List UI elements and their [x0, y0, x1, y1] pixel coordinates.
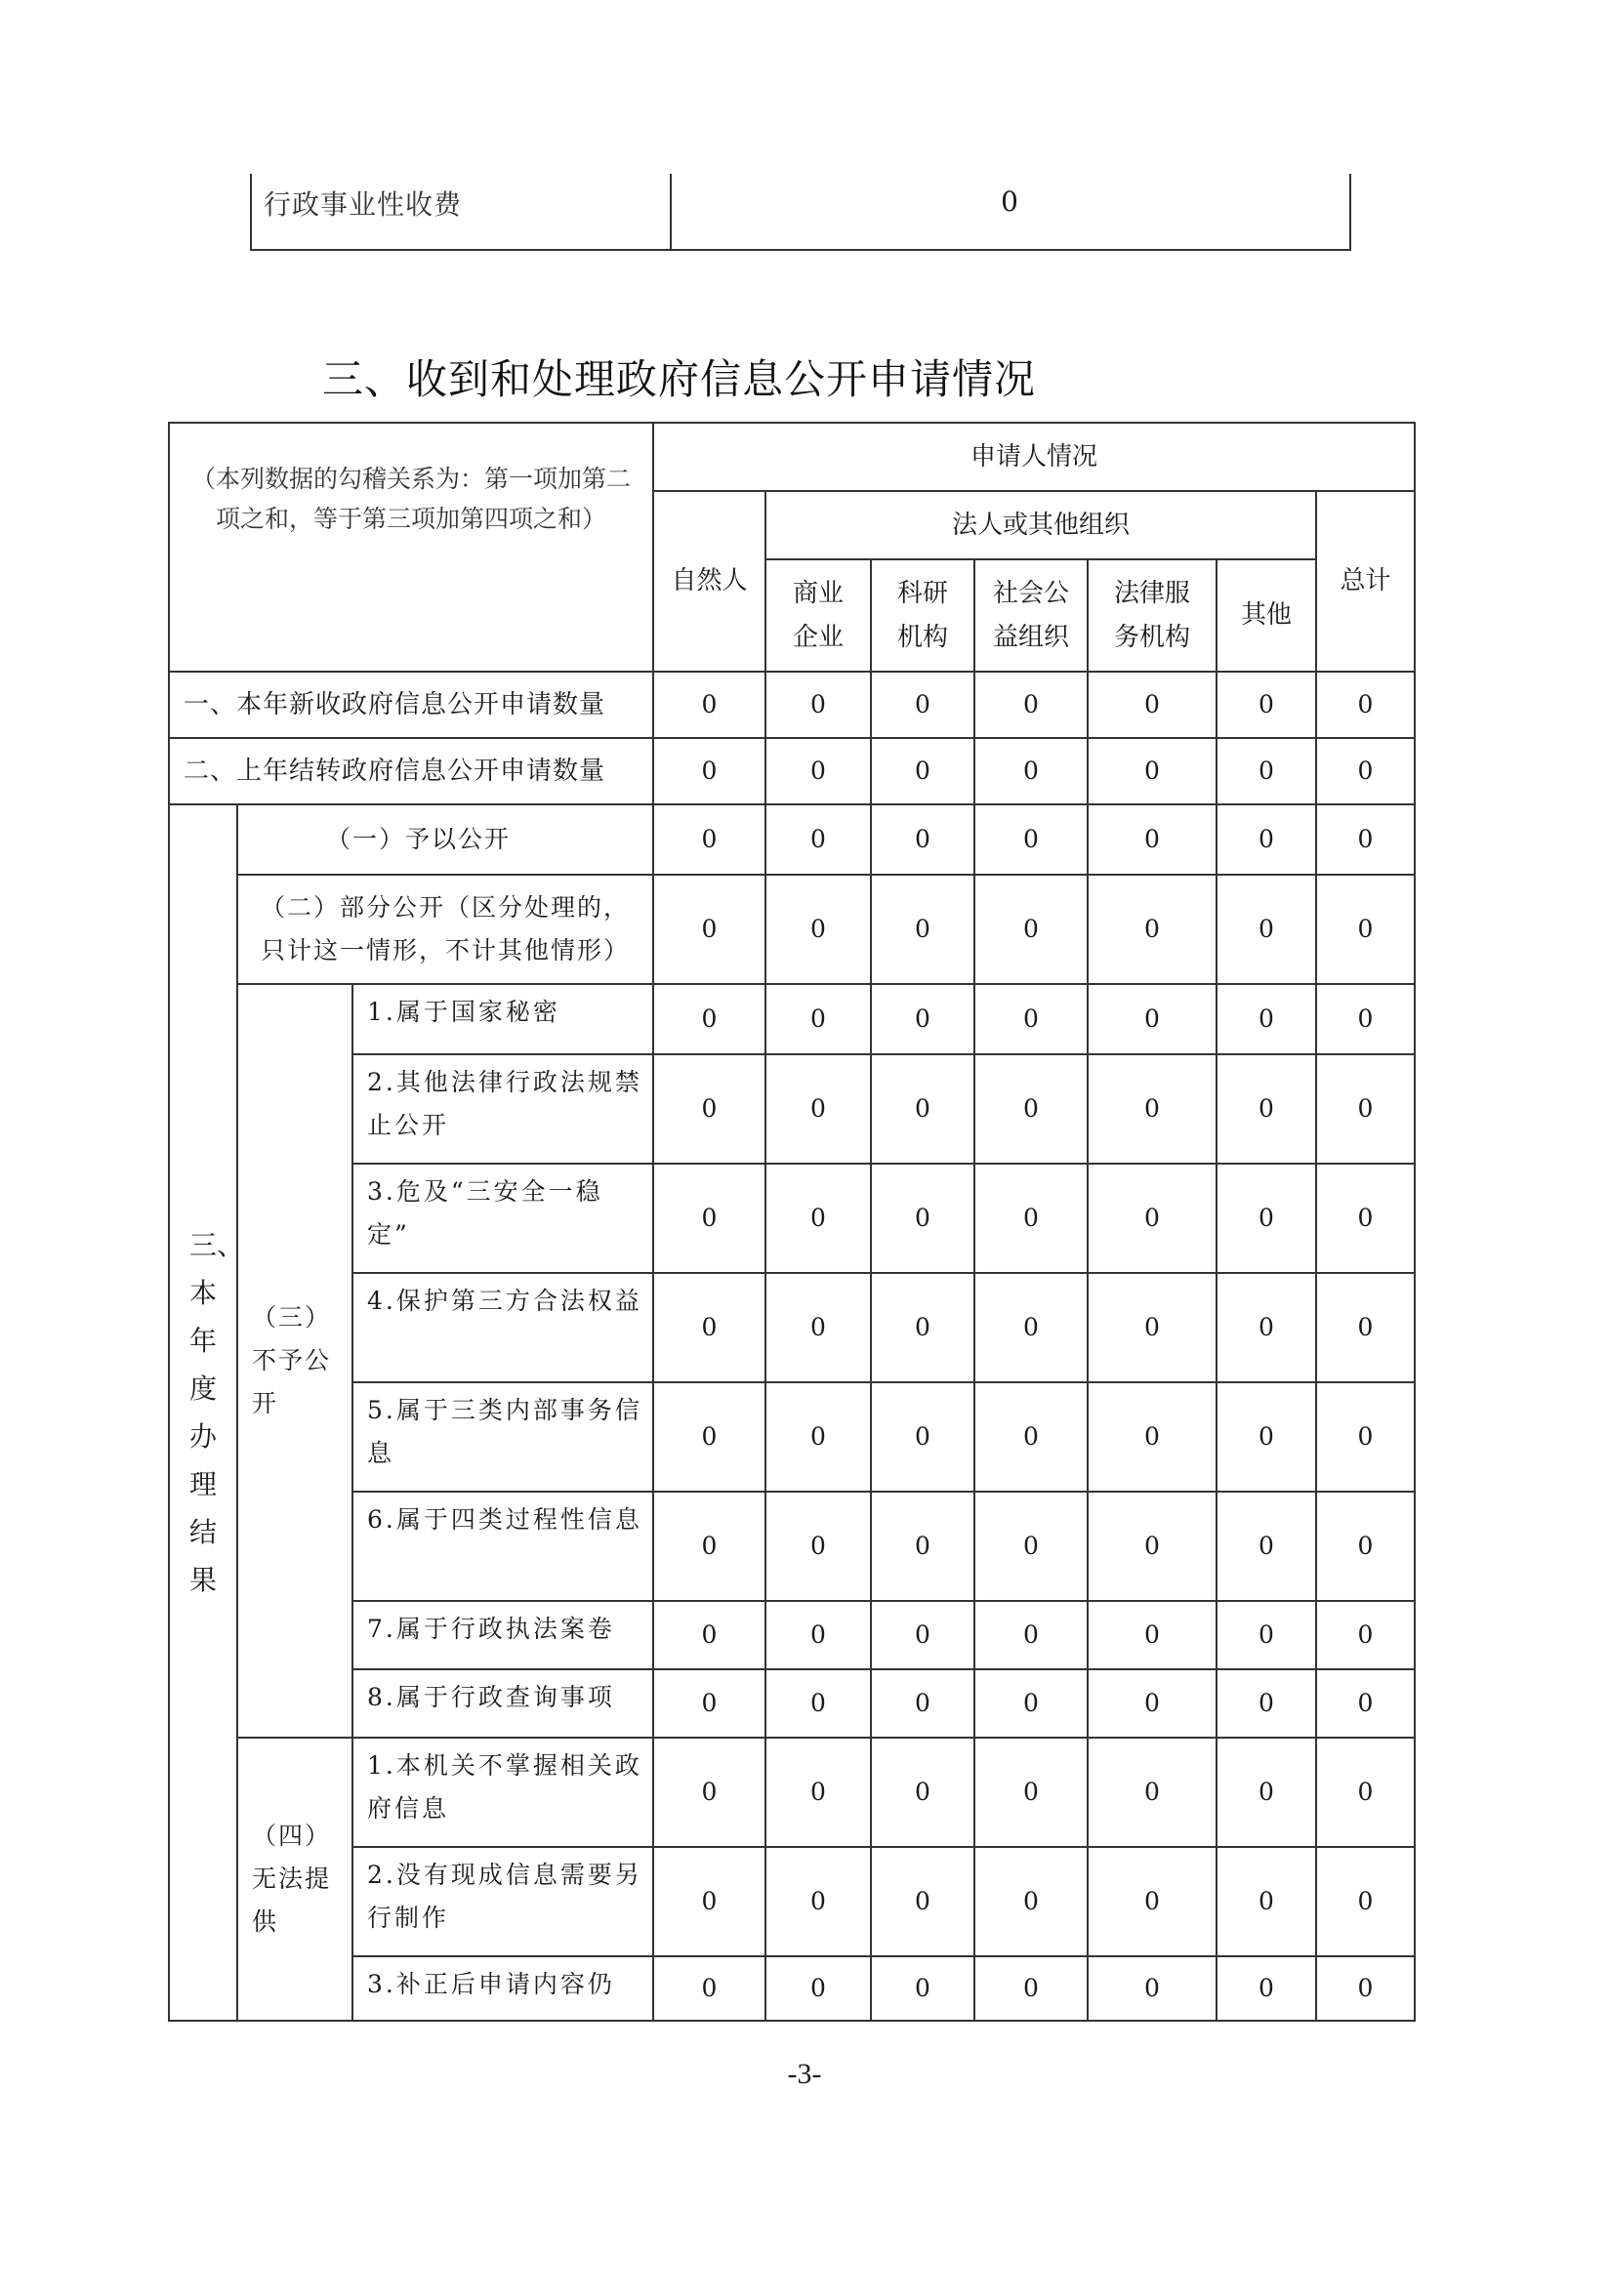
cell-value: 0 [974, 672, 1088, 738]
table-row [169, 875, 1415, 984]
cell-value: 0 [871, 1738, 974, 1847]
table-row [169, 1164, 1415, 1273]
cell-value: 0 [653, 1273, 765, 1382]
table-row [169, 738, 1415, 804]
col-legal-service: 法律服务机构 [1088, 559, 1217, 672]
cell-value: 0 [1316, 1601, 1415, 1669]
cell-value: 0 [1217, 1956, 1316, 2021]
section3-label [169, 804, 245, 2021]
cell-value: 0 [1217, 672, 1316, 738]
cell-value: 0 [1088, 1847, 1217, 1956]
cell-value: 0 [765, 1601, 871, 1669]
cell-value: 0 [974, 1164, 1088, 1273]
cell-value: 0 [871, 1956, 974, 2021]
cell-value: 0 [871, 1382, 974, 1492]
fee-table [250, 174, 1351, 251]
cell-value: 0 [765, 1273, 871, 1382]
cell-value: 0 [1217, 738, 1316, 804]
cell-value: 0 [1217, 1601, 1316, 1669]
cell-value: 0 [1316, 875, 1415, 984]
cell-value: 0 [1217, 984, 1316, 1054]
cell-value: 0 [1088, 1738, 1217, 1847]
row-label: （一）予以公开 [237, 804, 653, 875]
cell-value: 0 [1088, 804, 1217, 875]
total-header: 总计 [1316, 491, 1415, 672]
cell-value: 0 [765, 672, 871, 738]
cell-value: 0 [1217, 1492, 1316, 1601]
cell-value: 0 [653, 1601, 765, 1669]
table-row [169, 1669, 1415, 1738]
cell-value: 0 [974, 875, 1088, 984]
row-label: 一、本年新收政府信息公开申请数量 [169, 672, 653, 738]
page-number: -3- [787, 2058, 822, 2090]
cell-value: 0 [974, 738, 1088, 804]
cell-value: 0 [1088, 1164, 1217, 1273]
table-row [169, 1054, 1415, 1164]
table-row [169, 1601, 1415, 1669]
cell-value: 0 [1217, 804, 1316, 875]
cell-value: 0 [871, 1847, 974, 1956]
table-row [169, 1273, 1415, 1382]
cell-value: 0 [765, 1164, 871, 1273]
cell-value: 0 [653, 1054, 765, 1164]
cell-value: 0 [1088, 1382, 1217, 1492]
cell-value: 0 [974, 1601, 1088, 1669]
cell-value: 0 [1316, 1492, 1415, 1601]
fee-value: 0 [1001, 185, 1018, 218]
cell-value: 0 [653, 1492, 765, 1601]
cell-value: 0 [1088, 1492, 1217, 1601]
cell-value: 0 [1088, 1273, 1217, 1382]
cell-value: 0 [653, 804, 765, 875]
cell-value: 0 [974, 1273, 1088, 1382]
group4-label: （四）无法提供 [237, 1738, 352, 2021]
cell-value: 0 [1088, 1601, 1217, 1669]
cell-value: 0 [765, 1738, 871, 1847]
cell-value: 0 [1217, 1164, 1316, 1273]
cell-value: 0 [871, 984, 974, 1054]
cell-value: 0 [871, 804, 974, 875]
cell-value: 0 [1316, 1273, 1415, 1382]
natural-person-header: 自然人 [653, 491, 765, 672]
cell-value: 0 [871, 1273, 974, 1382]
note-cell: （本列数据的勾稽关系为：第一项加第二项之和，等于第三项加第四项之和） [169, 423, 653, 672]
cell-value: 0 [1217, 1382, 1316, 1492]
cell-value: 0 [1316, 1054, 1415, 1164]
cell-value: 0 [1217, 1738, 1316, 1847]
cell-value: 0 [653, 738, 765, 804]
col-other: 其他 [1217, 559, 1316, 672]
cell-value: 0 [1217, 1273, 1316, 1382]
fee-label: 行政事业性收费 [264, 188, 463, 221]
cell-value: 0 [1316, 1847, 1415, 1956]
row-label: 6.属于四类过程性信息 [352, 1492, 653, 1601]
legal-entity-header: 法人或其他组织 [765, 491, 1316, 559]
col-research: 科研机构 [871, 559, 974, 672]
cell-value: 0 [1316, 804, 1415, 875]
table-border [1349, 174, 1351, 249]
table-row [169, 984, 1415, 1054]
cell-value: 0 [1316, 672, 1415, 738]
cell-value: 0 [1316, 1738, 1415, 1847]
cell-value: 0 [765, 804, 871, 875]
cell-value: 0 [974, 1847, 1088, 1956]
cell-value: 0 [1316, 1164, 1415, 1273]
table-row [169, 672, 1415, 738]
table-row [169, 1738, 1415, 1847]
row-label: 4.保护第三方合法权益 [352, 1273, 653, 1382]
cell-value: 0 [1088, 984, 1217, 1054]
cell-value: 0 [765, 1382, 871, 1492]
cell-value: 0 [871, 1164, 974, 1273]
cell-value: 0 [1316, 738, 1415, 804]
row-label: 1.本机关不掌握相关政府信息 [352, 1738, 653, 1847]
row-label: 3.补正后申请内容仍 [352, 1956, 653, 2021]
section3-text: 三、本年度办理结果 [189, 1229, 245, 1596]
row-label: 5.属于三类内部事务信息 [352, 1382, 653, 1492]
row-label: 8.属于行政查询事项 [352, 1669, 653, 1738]
row-label: 2.其他法律行政法规禁止公开 [352, 1054, 653, 1164]
cell-value: 0 [871, 672, 974, 738]
applications-table [168, 422, 1416, 2022]
cell-value: 0 [974, 984, 1088, 1054]
cell-value: 0 [1088, 738, 1217, 804]
col-public-welfare: 社会公益组织 [974, 559, 1088, 672]
cell-value: 0 [1088, 672, 1217, 738]
applicant-header: 申请人情况 [653, 423, 1415, 491]
cell-value: 0 [765, 1054, 871, 1164]
cell-value: 0 [974, 1382, 1088, 1492]
cell-value: 0 [871, 738, 974, 804]
cell-value: 0 [974, 1054, 1088, 1164]
cell-value: 0 [1316, 1382, 1415, 1492]
cell-value: 0 [653, 1738, 765, 1847]
cell-value: 0 [974, 1492, 1088, 1601]
cell-value: 0 [765, 1847, 871, 1956]
cell-value: 0 [974, 1956, 1088, 2021]
row-label: 3.危及“三安全一稳定” [352, 1164, 653, 1273]
cell-value: 0 [871, 1669, 974, 1738]
row-label: 1.属于国家秘密 [352, 984, 653, 1054]
cell-value: 0 [1217, 875, 1316, 984]
section-heading: 三、收到和处理政府信息公开申请情况 [322, 355, 1037, 403]
cell-value: 0 [871, 1492, 974, 1601]
cell-value: 0 [653, 875, 765, 984]
cell-value: 0 [765, 1669, 871, 1738]
cell-value: 0 [765, 875, 871, 984]
cell-value: 0 [653, 1956, 765, 2021]
cell-value: 0 [974, 1738, 1088, 1847]
cell-value: 0 [653, 984, 765, 1054]
cell-value: 0 [1217, 1847, 1316, 1956]
cell-value: 0 [653, 672, 765, 738]
cell-value: 0 [974, 1669, 1088, 1738]
cell-value: 0 [1316, 984, 1415, 1054]
cell-value: 0 [1088, 1669, 1217, 1738]
cell-value: 0 [974, 804, 1088, 875]
cell-value: 0 [871, 1054, 974, 1164]
cell-value: 0 [1088, 1956, 1217, 2021]
table-row [169, 804, 1415, 875]
cell-value: 0 [1217, 1669, 1316, 1738]
cell-value: 0 [1217, 1054, 1316, 1164]
row-label: （二）部分公开（区分处理的，只计这一情形，不计其他情形） [237, 875, 653, 984]
row-label: 7.属于行政执法案卷 [352, 1601, 653, 1669]
cell-value: 0 [765, 1956, 871, 2021]
table-row [169, 1382, 1415, 1492]
group3-label: （三）不予公开 [237, 984, 352, 1738]
cell-value: 0 [765, 738, 871, 804]
cell-value: 0 [765, 984, 871, 1054]
table-border [250, 174, 252, 249]
table-row [169, 1956, 1415, 2021]
cell-value: 0 [1316, 1956, 1415, 2021]
row-label: 2.没有现成信息需要另行制作 [352, 1847, 653, 1956]
cell-value: 0 [1088, 875, 1217, 984]
cell-value: 0 [1088, 1054, 1217, 1164]
cell-value: 0 [1316, 1669, 1415, 1738]
cell-value: 0 [653, 1669, 765, 1738]
cell-value: 0 [871, 1601, 974, 1669]
col-commercial: 商业企业 [765, 559, 871, 672]
cell-value: 0 [653, 1847, 765, 1956]
cell-value: 0 [653, 1164, 765, 1273]
table-row [169, 1492, 1415, 1601]
row-label: 二、上年结转政府信息公开申请数量 [169, 738, 653, 804]
table-row [169, 1847, 1415, 1956]
cell-value: 0 [653, 1382, 765, 1492]
cell-value: 0 [765, 1492, 871, 1601]
cell-value: 0 [871, 875, 974, 984]
